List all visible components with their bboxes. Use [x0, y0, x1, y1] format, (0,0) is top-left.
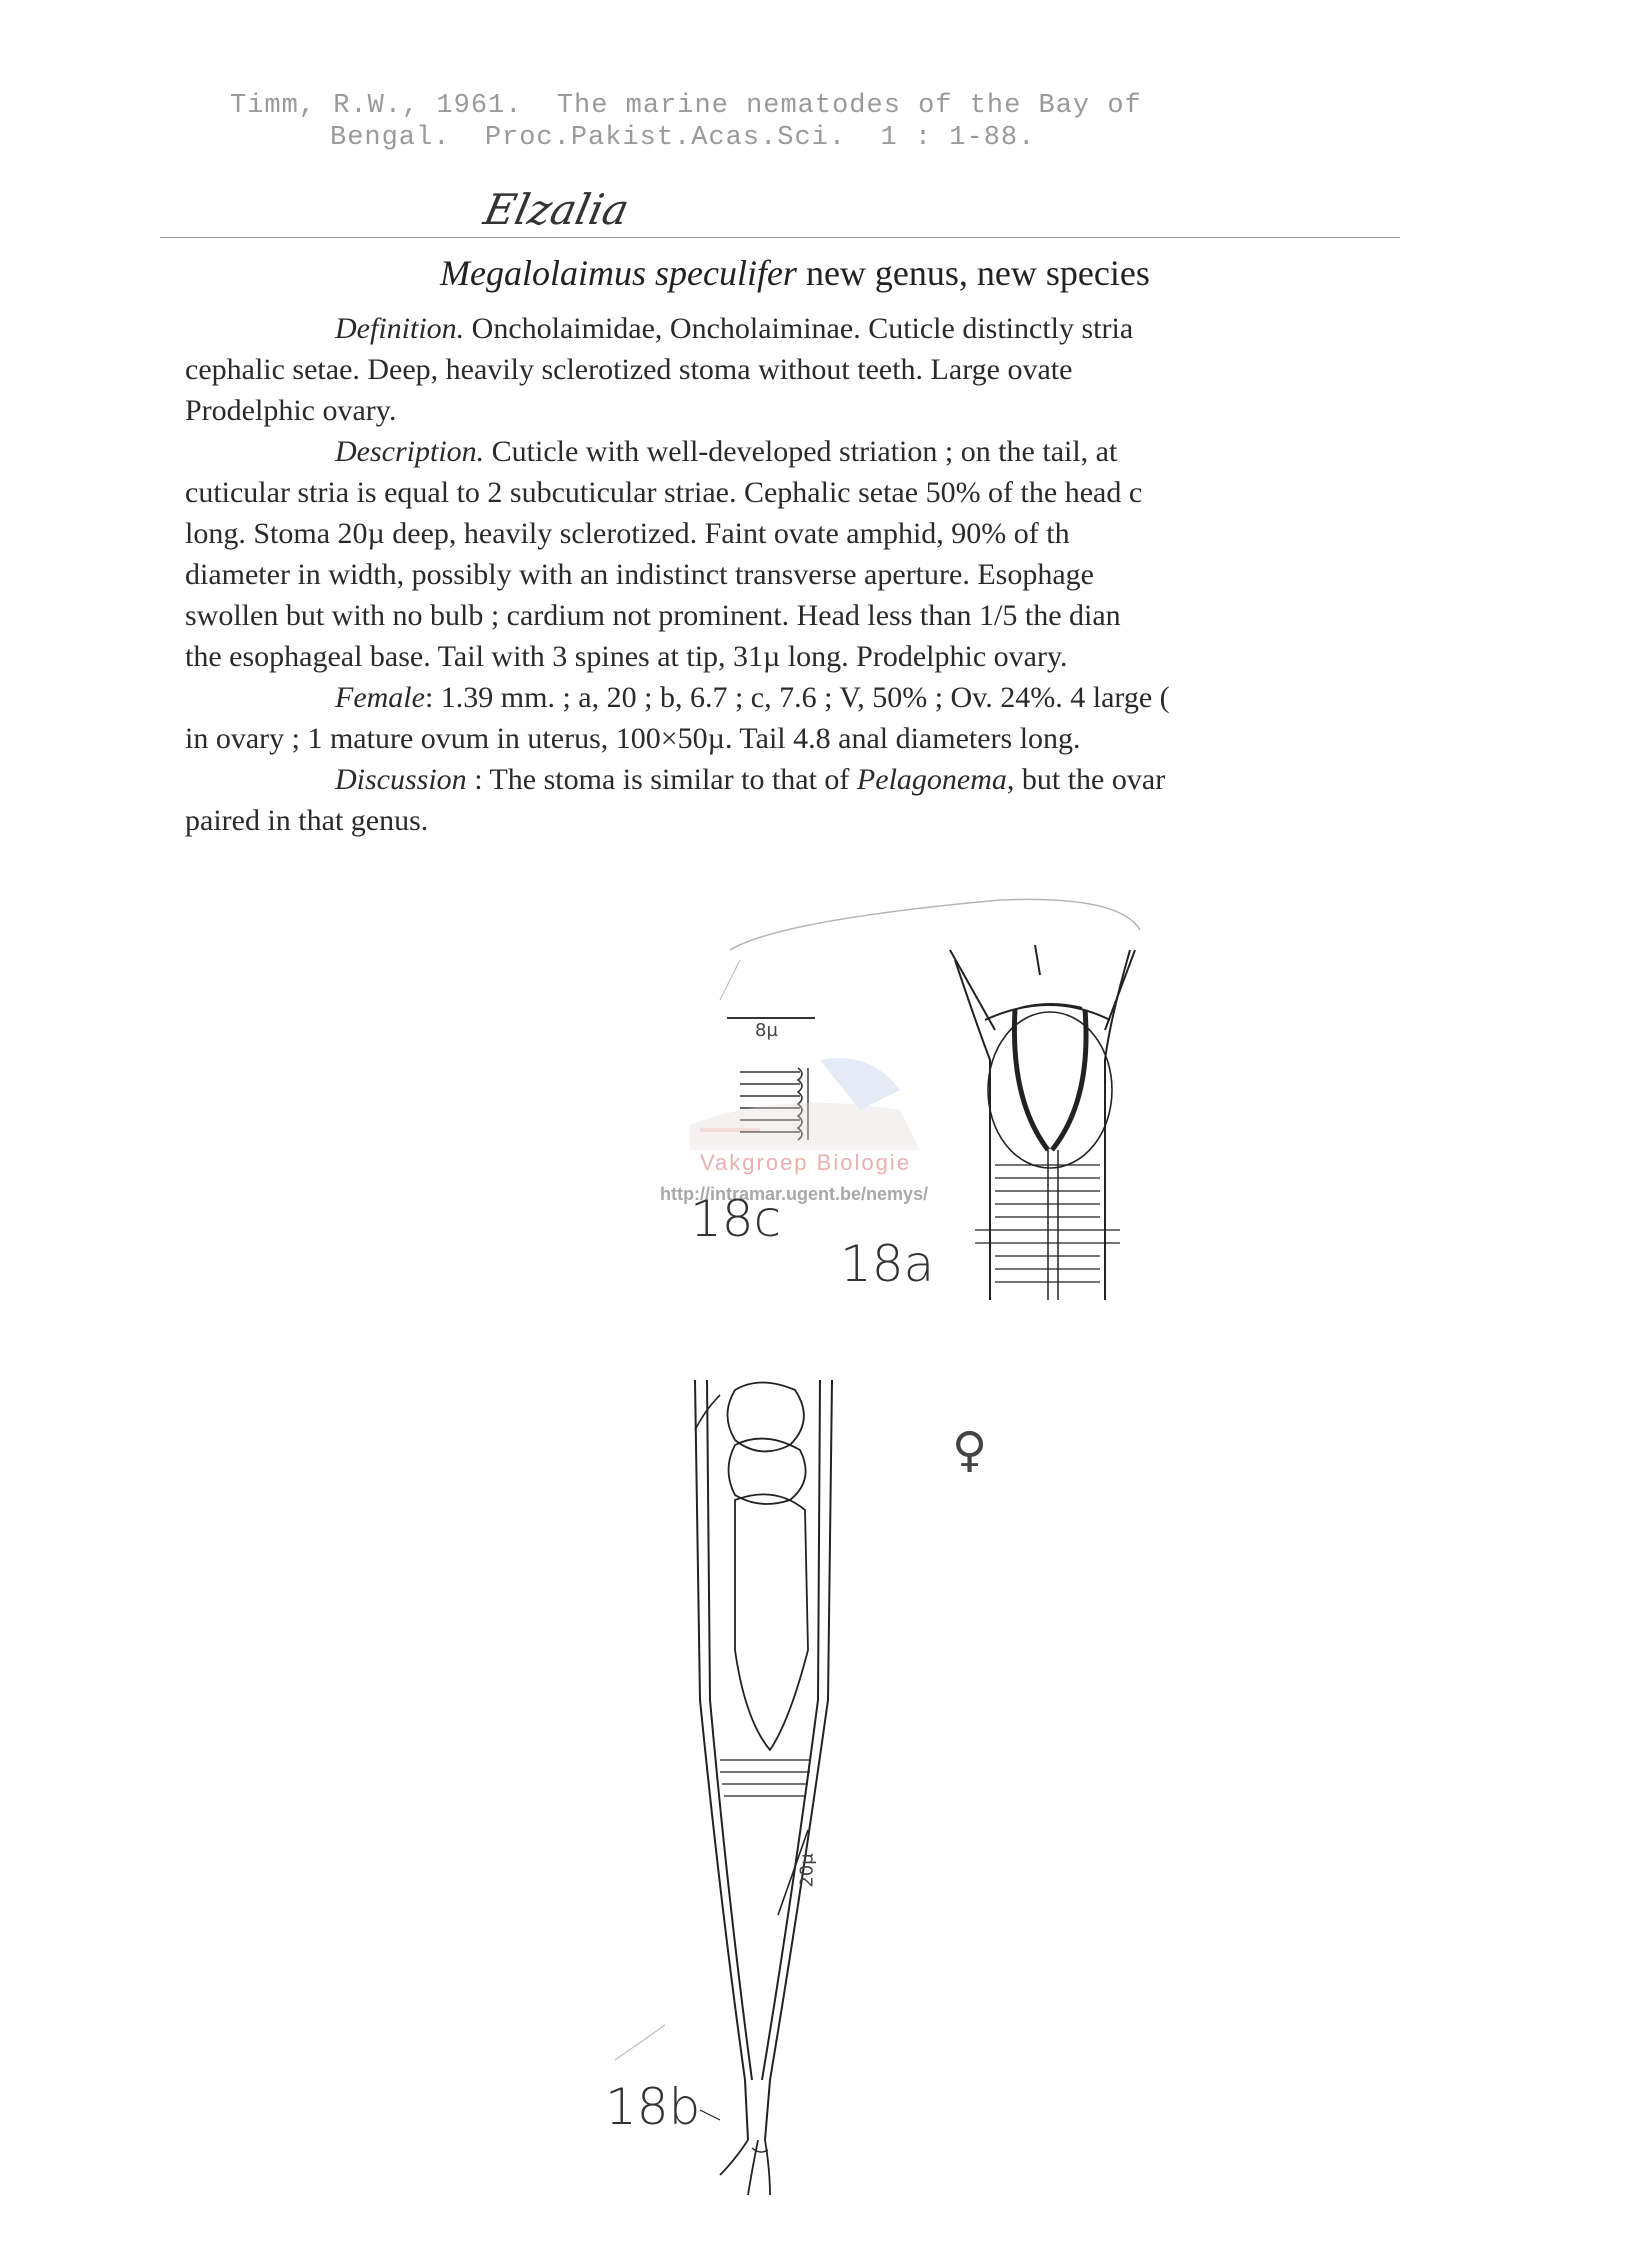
citation-line-2: Bengal. Proc.Pakist.Acas.Sci. 1 : 1-88.	[330, 123, 1036, 153]
description-line-5: swollen but with no bulb ; cardium not prominent. Head less than 1/5 the dian	[185, 599, 1121, 632]
watermark-logo	[690, 1058, 920, 1150]
species-heading-suffix: new genus, new species	[796, 253, 1150, 293]
scale-label-8: 8µ	[755, 1020, 778, 1041]
scale-label-20: 20µ	[796, 1853, 818, 1888]
watermark-org: Vakgroep Biologie	[700, 1150, 911, 1175]
handwritten-genus-annotation: Elzalia	[479, 185, 634, 234]
discussion-line-1: Discussion : The stoma is similar to that of Pelagonema, but the ovar	[335, 763, 1166, 796]
horizontal-rule	[160, 237, 1400, 238]
figure-label-18c: 18c	[690, 1190, 782, 1248]
discussion-label: Discussion	[335, 763, 467, 796]
female-line-2: in ovary ; 1 mature ovum in uterus, 100×50µ. Tail 4.8 anal diameters long.	[185, 722, 1081, 755]
figure-18a-head	[950, 945, 1135, 1300]
female-label: Female	[335, 681, 425, 714]
guide-curve-left	[720, 960, 740, 1000]
definition-label: Definition.	[335, 312, 465, 345]
figure-label-18b: 18b	[605, 2078, 701, 2136]
female-symbol: ♀	[952, 1422, 988, 1478]
description-line-4: diameter in width, possibly with an indistinct transverse aperture. Esophage	[185, 558, 1094, 591]
female-line-1: Female: 1.39 mm. ; a, 20 ; b, 6.7 ; c, 7.6 ; V, 50% ; Ov. 24%. 4 large (	[335, 681, 1170, 714]
description-label: Description.	[335, 435, 485, 468]
citation	[230, 90, 1142, 154]
definition-line-2: cephalic setae. Deep, heavily sclerotized stoma without teeth. Large ovate	[185, 353, 1073, 386]
species-heading	[440, 252, 1150, 294]
description-line-2: cuticular stria is equal to 2 subcuticular striae. Cephalic setae 50% of the head c	[185, 476, 1143, 509]
description-line-1: Description. Cuticle with well-developed striation ; on the tail, at	[335, 435, 1118, 468]
species-name: Megalolaimus speculifer	[440, 253, 797, 293]
article-body	[185, 308, 1405, 841]
citation-line-1: Timm, R.W., 1961. The marine nematodes of the Bay of	[230, 91, 1142, 121]
discussion-line-2: paired in that genus.	[185, 804, 429, 837]
watermark-url: http://intramar.ugent.be/nemys/	[660, 1184, 929, 1204]
figure-label-18a: 18a	[840, 1235, 935, 1293]
description-line-6: the esophageal base. Tail with 3 spines at tip, 31µ long. Prodelphic ovary.	[185, 640, 1068, 673]
guide-curve	[730, 899, 1140, 950]
definition-line-3: Prodelphic ovary.	[185, 394, 397, 427]
description-line-3: long. Stoma 20µ deep, heavily sclerotized. Faint ovate amphid, 90% of th	[185, 517, 1070, 550]
discussion-genus: Pelagonema	[856, 763, 1007, 796]
definition-line-1: Definition. Oncholaimidae, Oncholaiminae. Cuticle distinctly stria	[335, 312, 1134, 345]
figure-18b-tail	[615, 1380, 832, 2195]
